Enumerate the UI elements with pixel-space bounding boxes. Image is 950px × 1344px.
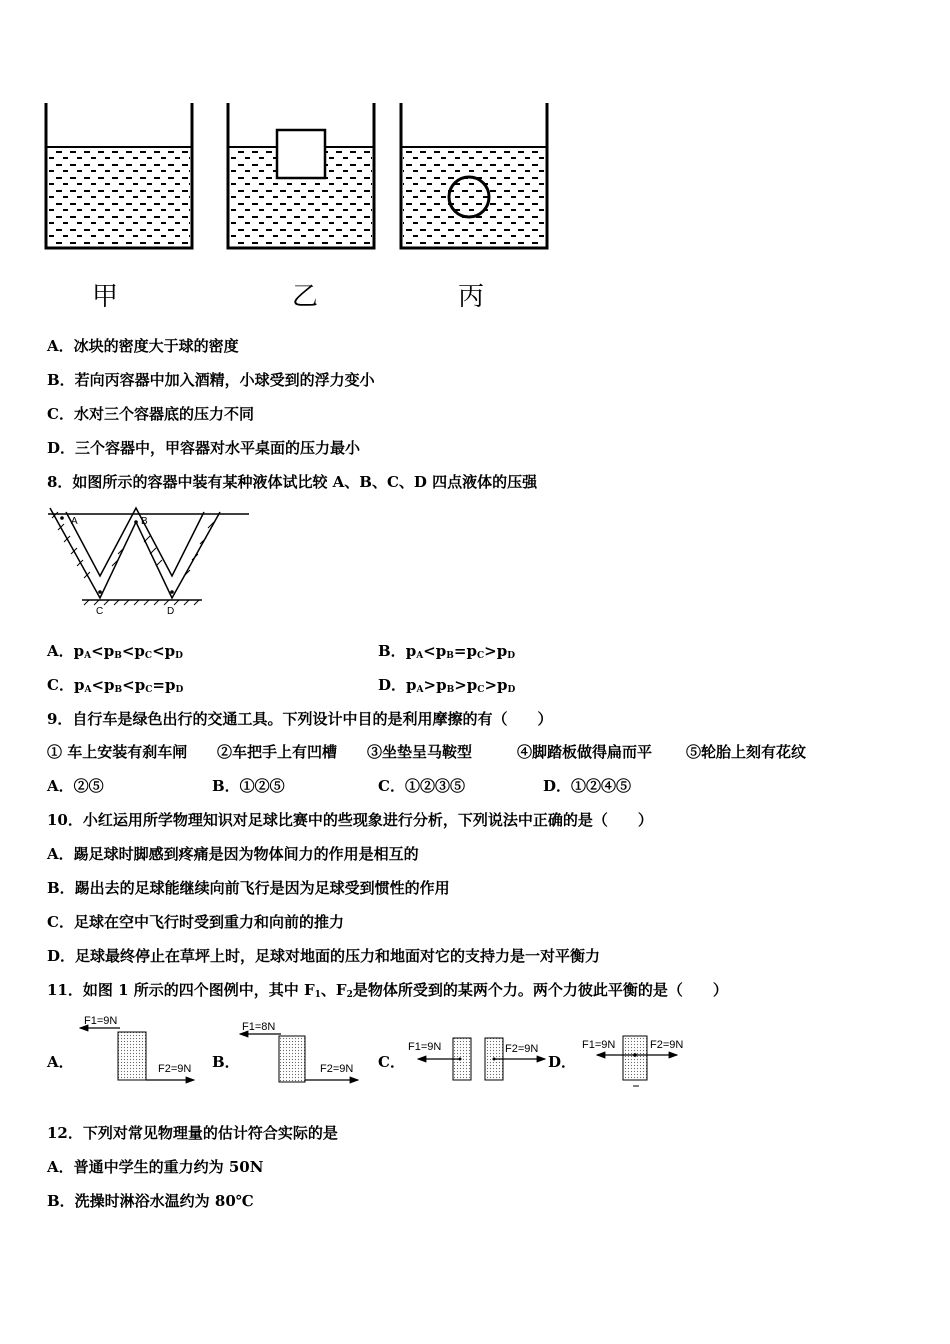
q8-option-d: D．$p_A>p_B>p_C>p_D$ — [378, 676, 516, 695]
q11-diagram-c — [408, 1038, 545, 1080]
q11-force-diagrams — [0, 1010, 700, 1090]
a-f1-label: F1=9N — [84, 1015, 118, 1027]
q8-option-c: C．$p_A<p_B<p_C=p_D$ — [47, 676, 184, 695]
q11-option-b-label: B． — [212, 1053, 240, 1071]
q10-option-c: C．足球在空中飞行时受到重力和向前的推力 — [47, 913, 344, 931]
q9-option-b: B．①②⑤ — [212, 777, 285, 795]
q7-option-d: D．三个容器中，甲容器对水平桌面的压力最小 — [47, 439, 361, 457]
q9-option-d: D．①②④⑤ — [543, 777, 632, 795]
d-f1-label: F1=9N — [582, 1039, 616, 1051]
q12-option-b: B．洗操时淋浴水温约为 80℃ — [47, 1192, 254, 1210]
q9-option-a: A．②⑤ — [47, 777, 104, 795]
q9-item-4: ④脚踏板做得扁而平 — [517, 743, 653, 761]
point-b-label: B — [141, 516, 148, 527]
label-yi: 乙 — [292, 282, 319, 312]
q11-diagram-b — [240, 1021, 358, 1082]
q12-option-a: A．普通中学生的重力约为 50N — [47, 1158, 264, 1176]
q7-option-a: A．冰块的密度大于球的密度 — [47, 337, 239, 355]
q11-option-a-label: A． — [47, 1053, 74, 1071]
q8-option-b: B．$p_A<p_B=p_C>p_D$ — [378, 642, 515, 661]
label-bing: 丙 — [458, 282, 485, 312]
container-yi — [228, 103, 374, 248]
q7-option-c: C．水对三个容器底的压力不同 — [47, 405, 254, 423]
q8-w-container-figure — [44, 504, 254, 616]
q9-item-2: ②车把手上有凹槽 — [217, 743, 338, 761]
point-d-label: D — [167, 606, 175, 616]
q8-option-a: A．$p_A<p_B<p_C<p_D$ — [47, 642, 183, 661]
q11-option-c-label: C． — [378, 1053, 405, 1071]
q9-item-5: ⑤轮胎上刻有花纹 — [686, 743, 807, 761]
q7-option-b: B．若向丙容器中加入酒精，小球受到的浮力变小 — [47, 371, 375, 389]
c-f1-label: F1=9N — [408, 1041, 442, 1053]
q10-option-a: A．踢足球时脚感到疼痛是因为物体间力的作用是相互的 — [47, 845, 419, 863]
q9-item-3: ③坐垫呈马鞍型 — [367, 743, 473, 761]
b-f1-label: F1=8N — [242, 1021, 276, 1033]
c-f2-label: F2=9N — [505, 1043, 539, 1055]
q10-option-b: B．踢出去的足球能继续向前飞行是因为足球受到惯性的作用 — [47, 879, 450, 897]
b-f2-label: F2=9N — [320, 1063, 354, 1075]
point-a-label: A — [71, 516, 78, 527]
point-c-label: C — [96, 606, 104, 616]
q11-stem: 11．如图 1 所示的四个图例中，其中 $F_1$、$F_2$是物体所受到的某两个力。两个力彼此平衡的是（ ） — [47, 981, 728, 1000]
q11-diagram-a — [80, 1015, 194, 1080]
q12-stem: 12．下列对常见物理量的估计符合实际的是 — [47, 1124, 338, 1142]
q7-containers-figure — [40, 95, 555, 260]
label-jia: 甲 — [92, 282, 119, 312]
a-f2-label: F2=9N — [158, 1063, 192, 1075]
q9-stem: 9．自行车是绿色出行的交通工具。下列设计中目的是利用摩擦的有（ ） — [47, 710, 553, 728]
point-d-dot — [170, 590, 174, 594]
q11-diagram-d — [582, 1036, 683, 1086]
point-a-dot — [60, 516, 64, 520]
q10-stem: 10．小红运用所学物理知识对足球比赛中的些现象进行分析，下列说法中正确的是（ ） — [47, 811, 653, 829]
point-b-dot — [134, 520, 138, 524]
container-bing — [401, 103, 547, 248]
container-jia — [46, 103, 192, 248]
point-c-dot — [98, 590, 102, 594]
d-f2-label: F2=9N — [650, 1039, 684, 1051]
q10-option-d: D．足球最终停止在草坪上时，足球对地面的压力和地面对它的支持力是一对平衡力 — [47, 947, 601, 965]
q9-option-c: C．①②③⑤ — [378, 777, 465, 795]
ice-block — [277, 130, 325, 178]
q11-option-d-label: D． — [548, 1053, 577, 1071]
q8-stem: 8．如图所示的容器中装有某种液体试比较 A、B、C、D 四点液体的压强 — [47, 473, 538, 491]
q9-item-1: ① 车上安装有刹车闸 — [47, 743, 188, 761]
